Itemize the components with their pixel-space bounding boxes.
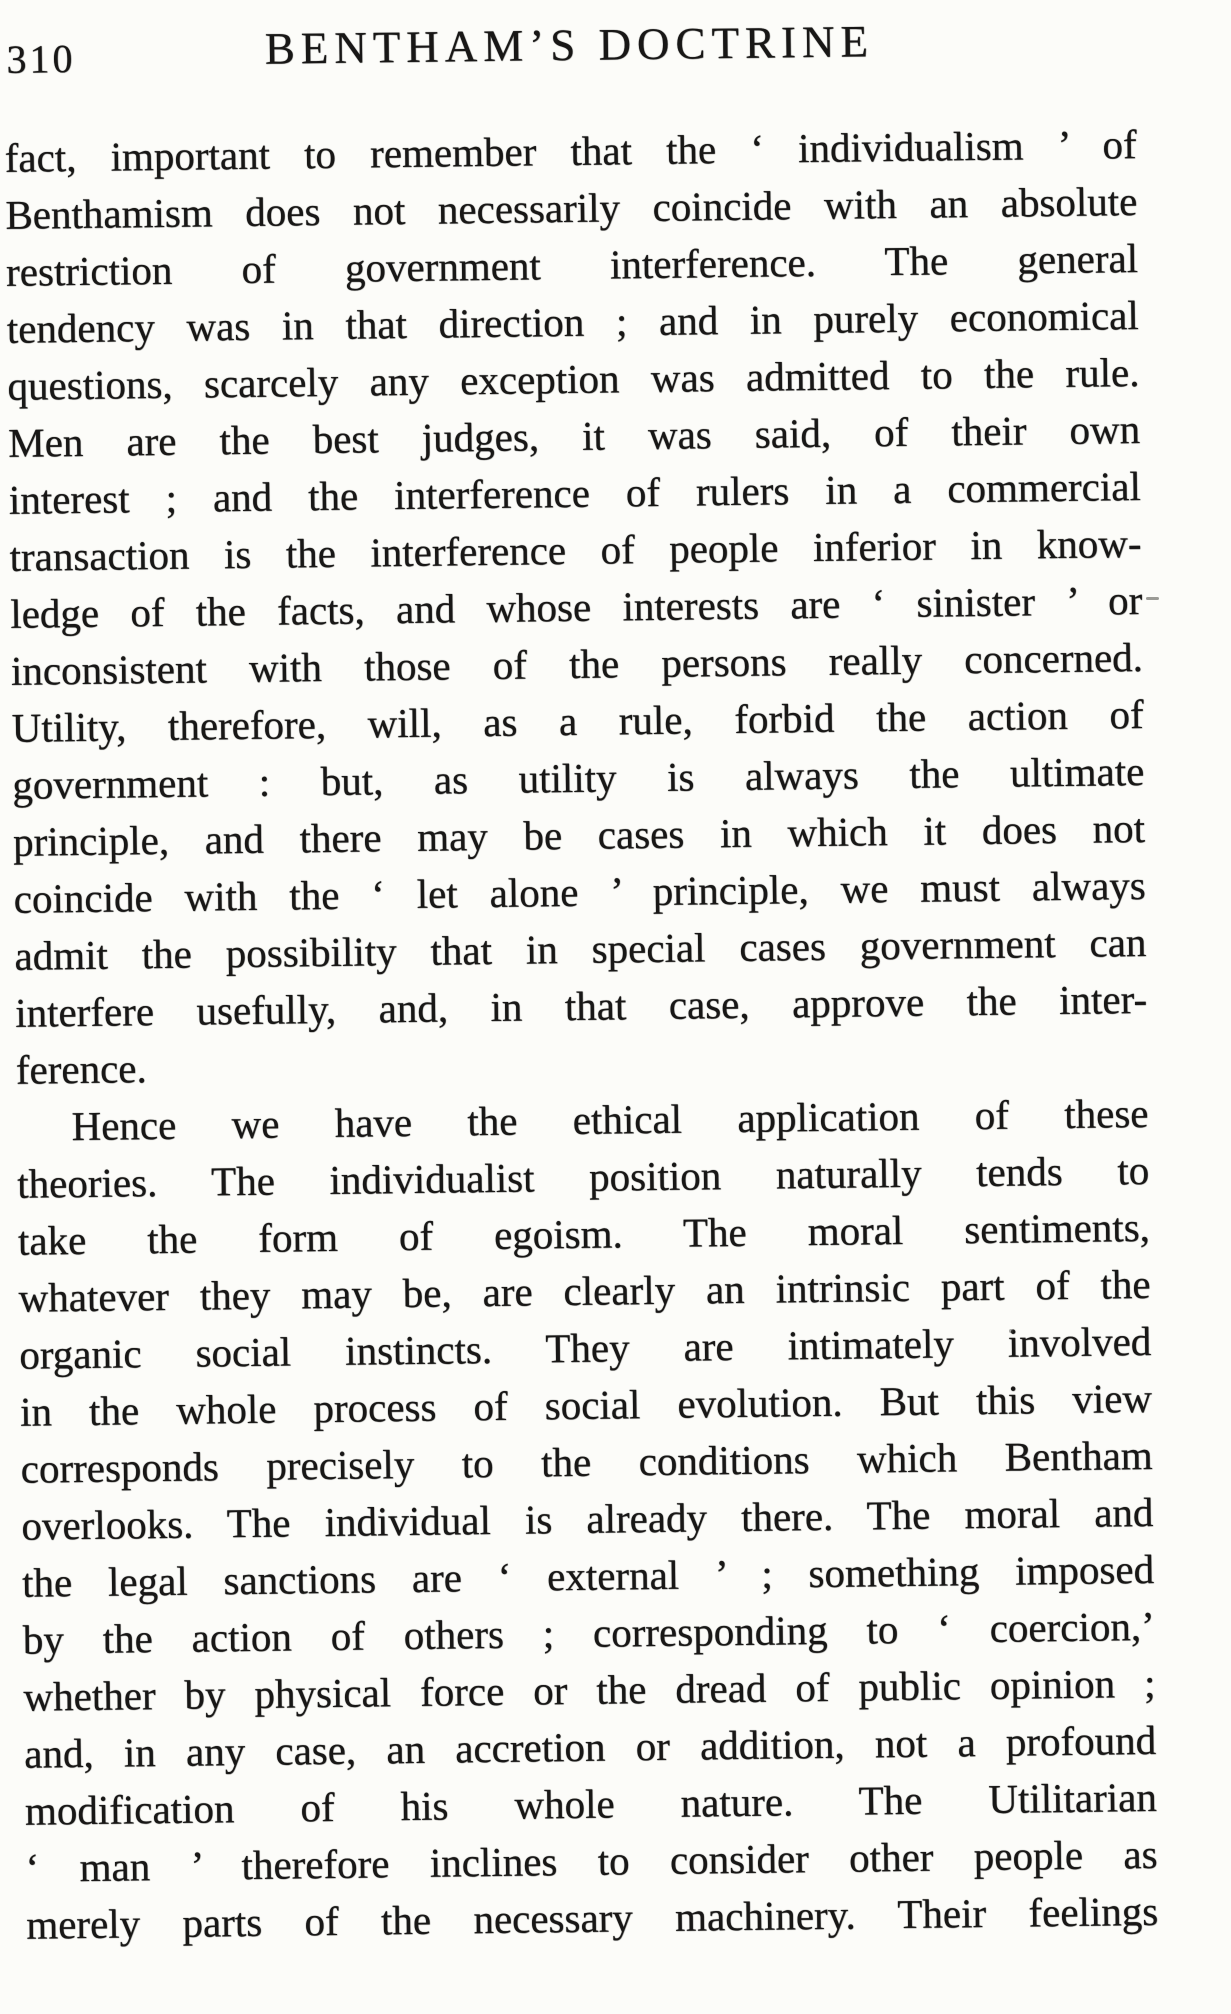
text-line: theories. The individualist position naturally tends to bbox=[16, 1146, 1150, 1207]
text-line: questions, scarcely any exception was admitted to the rule. bbox=[7, 349, 1140, 409]
text-line: restriction of government interference. The general bbox=[5, 235, 1139, 295]
text-line: ference. bbox=[15, 1045, 147, 1093]
paragraph-1 bbox=[4, 116, 1148, 1099]
text-line: inconsistent with those of the persons really concerned. bbox=[10, 634, 1144, 694]
page-number: 310 bbox=[6, 36, 76, 82]
text-line: Hence we have the ethical application of these bbox=[71, 1089, 1149, 1150]
text-line: modification of his whole nature. The Utilitarian bbox=[24, 1773, 1158, 1834]
scan-artifact-dot bbox=[1009, 1329, 1013, 1333]
page-text bbox=[4, 116, 1158, 1954]
text-line: principle, and there may be cases in which it does not bbox=[12, 805, 1146, 865]
text-line: interfere usefully, and, in that case, approve the inter- bbox=[14, 975, 1148, 1036]
scan-artifact-dash bbox=[1146, 597, 1159, 600]
text-line: take the form of egoism. The moral sentiments, bbox=[17, 1203, 1151, 1264]
text-line: whatever they may be, are clearly an intrinsic part of the bbox=[18, 1260, 1151, 1321]
text-line: merely parts of the necessary machinery. Their feelings bbox=[26, 1887, 1159, 1948]
text-line: Benthamism does not necessarily coincide with an absolute bbox=[5, 178, 1138, 238]
text-line: ledge of the facts, and whose interests are ‘ sinister ’ or bbox=[10, 577, 1143, 637]
text-line: Men are the best judges, it was said, of their own bbox=[7, 406, 1141, 466]
text-line: in the whole process of social evolution. But this view bbox=[19, 1374, 1153, 1435]
paragraph-2 bbox=[16, 1085, 1158, 1954]
text-line: organic social instincts. They are intimately involved bbox=[19, 1317, 1152, 1378]
text-line: overlooks. The individual is already there. The moral and bbox=[21, 1488, 1154, 1549]
text-line: whether by physical force or the dread of public opinion ; bbox=[23, 1659, 1156, 1720]
text-line: transaction is the interference of people inferior in know- bbox=[9, 520, 1142, 580]
text-line: ‘ man ’ therefore inclines to consider other people as bbox=[25, 1830, 1158, 1891]
text-line: coincide with the ‘ let alone ’ principle, we must always bbox=[13, 861, 1146, 922]
text-line: by the action of others ; corresponding to ‘ coercion,’ bbox=[22, 1602, 1156, 1663]
text-line: corresponds precisely to the conditions which Bentham bbox=[20, 1431, 1153, 1492]
text-line: government : but, as utility is always the ultimate bbox=[12, 748, 1145, 808]
text-line: Utility, therefore, will, as a rule, forbid the action of bbox=[11, 691, 1144, 751]
text-line: admit the possibility that in special cases government can bbox=[14, 918, 1147, 979]
text-line: the legal sanctions are ‘ external ’ ; something imposed bbox=[21, 1545, 1155, 1606]
text-line: tendency was in that direction ; and in purely economical bbox=[6, 292, 1139, 352]
text-line: interest ; and the interference of rulers in a commercial bbox=[8, 463, 1142, 523]
running-header-title: BENTHAM’S DOCTRINE bbox=[264, 16, 875, 74]
text-line: and, in any case, an accretion or addition, not a profound bbox=[23, 1716, 1157, 1777]
text-line: fact, important to remember that the ‘ individualism ’ of bbox=[4, 121, 1137, 181]
